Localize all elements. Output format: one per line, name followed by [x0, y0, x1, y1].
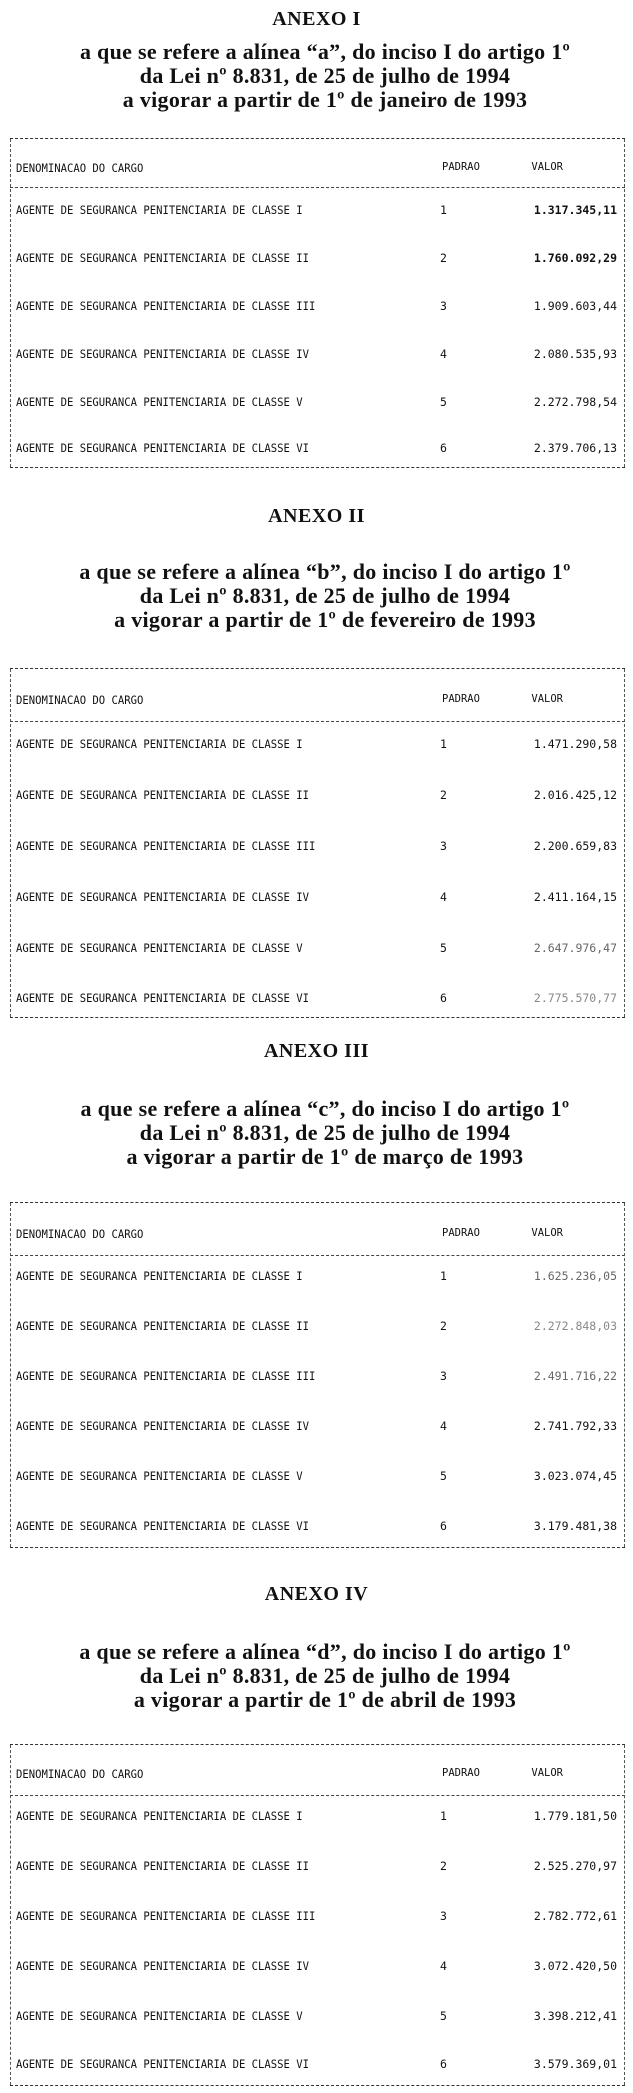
- cell-padrao: 2: [440, 1319, 447, 1333]
- cell-valor: 2.016.425,12: [533, 788, 617, 802]
- cell-valor: 1.471.290,58: [533, 737, 617, 751]
- cell-padrao: 4: [440, 347, 447, 361]
- cell-valor: 2.525.270,97: [533, 1859, 617, 1873]
- subtitle-line: da Lei nº 8.831, de 25 de julho de 1994: [139, 583, 511, 608]
- header-cargo: DENOMINACAO DO CARGO: [16, 161, 144, 175]
- table-row: [10, 2055, 625, 2075]
- cell-cargo: AGENTE DE SEGURANCA PENITENCIARIA DE CLASSE VI: [16, 441, 310, 455]
- cell-padrao: 1: [440, 1809, 447, 1823]
- table-header-row: [10, 159, 625, 179]
- salary-table: [10, 138, 625, 468]
- cell-valor: 2.272.798,54: [533, 395, 617, 409]
- cell-cargo: AGENTE DE SEGURANCA PENITENCIARIA DE CLASSE VI: [16, 1519, 310, 1533]
- salary-table: [10, 1202, 625, 1548]
- cell-cargo: AGENTE DE SEGURANCA PENITENCIARIA DE CLASSE III: [16, 1909, 316, 1923]
- table-row: [10, 1317, 625, 1337]
- cell-padrao: 6: [440, 2057, 447, 2071]
- cell-cargo: AGENTE DE SEGURANCA PENITENCIARIA DE CLASSE III: [16, 1369, 316, 1383]
- cell-valor: 2.647.976,47: [533, 941, 617, 955]
- table-row: [10, 1367, 625, 1387]
- cell-padrao: 6: [440, 991, 447, 1005]
- table-row: [10, 837, 625, 857]
- cell-padrao: 2: [440, 1859, 447, 1873]
- table-separator: [10, 1795, 625, 1796]
- cell-padrao: 5: [440, 941, 447, 955]
- cell-valor: 1.909.603,44: [533, 299, 617, 313]
- cell-padrao: 3: [440, 839, 447, 853]
- table-row: [10, 1417, 625, 1437]
- table-row: [10, 786, 625, 806]
- cell-cargo: AGENTE DE SEGURANCA PENITENCIARIA DE CLASSE IV: [16, 1419, 310, 1433]
- cell-cargo: AGENTE DE SEGURANCA PENITENCIARIA DE CLASSE IV: [16, 347, 310, 361]
- cell-padrao: 5: [440, 2009, 447, 2023]
- table-row: [10, 2007, 625, 2027]
- subtitle-line: da Lei nº 8.831, de 25 de julho de 1994: [139, 1120, 511, 1145]
- subtitle-line: a vigorar a partir de 1º de março de 1993: [126, 1144, 524, 1169]
- cell-valor: 2.379.706,13: [533, 441, 617, 455]
- table-row: [10, 1467, 625, 1487]
- cell-padrao: 1: [440, 737, 447, 751]
- cell-valor: 2.491.716,22: [533, 1369, 617, 1383]
- cell-cargo: AGENTE DE SEGURANCA PENITENCIARIA DE CLASSE VI: [16, 991, 310, 1005]
- subtitle-line: a que se refere a alínea “c”, do inciso I do artigo 1º: [80, 1096, 570, 1121]
- cell-padrao: 3: [440, 1909, 447, 1923]
- cell-cargo: AGENTE DE SEGURANCA PENITENCIARIA DE CLASSE IV: [16, 1959, 310, 1973]
- anexo-title: ANEXO IV: [264, 1583, 369, 1605]
- cell-cargo: AGENTE DE SEGURANCA PENITENCIARIA DE CLASSE II: [16, 788, 310, 802]
- subtitle-line: a vigorar a partir de 1º de janeiro de 1993: [122, 87, 528, 112]
- cell-valor: 1.760.092,29: [533, 251, 617, 265]
- cell-padrao: 1: [440, 203, 447, 217]
- table-row: [10, 939, 625, 959]
- cell-padrao: 2: [440, 788, 447, 802]
- table-separator: [10, 187, 625, 188]
- cell-padrao: 6: [440, 1519, 447, 1533]
- header-padrao: PADRAO: [442, 693, 480, 705]
- table-row: [10, 439, 625, 459]
- table-row: [10, 297, 625, 317]
- subtitle-line: a que se refere a alínea “b”, do inciso I do artigo 1º: [79, 559, 571, 584]
- subtitle-line: a vigorar a partir de 1º de fevereiro de 1993: [114, 607, 536, 632]
- table-row: [10, 888, 625, 908]
- subtitle-line: da Lei nº 8.831, de 25 de julho de 1994: [139, 1663, 511, 1688]
- cell-valor: 2.741.792,33: [533, 1419, 617, 1433]
- cell-valor: 3.023.074,45: [533, 1469, 617, 1483]
- anexo-title: ANEXO III: [263, 1040, 370, 1062]
- cell-valor: 2.272.848,03: [533, 1319, 617, 1333]
- cell-valor: 1.317.345,11: [533, 203, 617, 217]
- header-padrao: PADRAO: [442, 161, 480, 173]
- cell-cargo: AGENTE DE SEGURANCA PENITENCIARIA DE CLASSE II: [16, 1859, 310, 1873]
- table-header-row: [10, 1225, 625, 1245]
- anexo-title: ANEXO II: [268, 505, 365, 527]
- cell-valor: 2.782.772,61: [533, 1909, 617, 1923]
- table-row: [10, 1517, 625, 1537]
- table-row: [10, 1957, 625, 1977]
- table-row: [10, 1807, 625, 1827]
- subtitle-line: a que se refere a alínea “d”, do inciso I do artigo 1º: [79, 1639, 571, 1664]
- table-separator: [10, 1255, 625, 1256]
- header-valor: VALOR: [531, 1227, 563, 1239]
- cell-cargo: AGENTE DE SEGURANCA PENITENCIARIA DE CLASSE I: [16, 1269, 303, 1283]
- cell-valor: 2.411.164,15: [533, 890, 617, 904]
- header-cargo: DENOMINACAO DO CARGO: [16, 1227, 144, 1241]
- cell-valor: 2.775.570,77: [533, 991, 617, 1005]
- cell-cargo: AGENTE DE SEGURANCA PENITENCIARIA DE CLASSE I: [16, 1809, 303, 1823]
- cell-cargo: AGENTE DE SEGURANCA PENITENCIARIA DE CLASSE V: [16, 395, 303, 409]
- header-valor: VALOR: [531, 1767, 563, 1779]
- table-row: [10, 989, 625, 1009]
- salary-table: [10, 668, 625, 1018]
- cell-valor: 3.179.481,38: [533, 1519, 617, 1533]
- cell-cargo: AGENTE DE SEGURANCA PENITENCIARIA DE CLASSE V: [16, 941, 303, 955]
- header-cargo: DENOMINACAO DO CARGO: [16, 693, 144, 707]
- table-row: [10, 735, 625, 755]
- header-padrao: PADRAO: [442, 1227, 480, 1239]
- cell-cargo: AGENTE DE SEGURANCA PENITENCIARIA DE CLASSE II: [16, 251, 310, 265]
- cell-padrao: 6: [440, 441, 447, 455]
- cell-padrao: 5: [440, 395, 447, 409]
- header-cargo: DENOMINACAO DO CARGO: [16, 1767, 144, 1781]
- header-padrao: PADRAO: [442, 1767, 480, 1779]
- cell-padrao: 2: [440, 251, 447, 265]
- cell-cargo: AGENTE DE SEGURANCA PENITENCIARIA DE CLASSE II: [16, 1319, 310, 1333]
- cell-cargo: AGENTE DE SEGURANCA PENITENCIARIA DE CLASSE I: [16, 737, 303, 751]
- cell-valor: 3.072.420,50: [533, 1959, 617, 1973]
- table-row: [10, 345, 625, 365]
- cell-valor: 2.200.659,83: [533, 839, 617, 853]
- header-valor: VALOR: [531, 693, 563, 705]
- table-row: [10, 1267, 625, 1287]
- cell-valor: 2.080.535,93: [533, 347, 617, 361]
- cell-cargo: AGENTE DE SEGURANCA PENITENCIARIA DE CLASSE I: [16, 203, 303, 217]
- cell-cargo: AGENTE DE SEGURANCA PENITENCIARIA DE CLASSE VI: [16, 2057, 310, 2071]
- cell-cargo: AGENTE DE SEGURANCA PENITENCIARIA DE CLASSE IV: [16, 890, 310, 904]
- cell-cargo: AGENTE DE SEGURANCA PENITENCIARIA DE CLASSE V: [16, 2009, 303, 2023]
- anexo-subtitle: [30, 40, 620, 112]
- cell-padrao: 1: [440, 1269, 447, 1283]
- cell-valor: 1.625.236,05: [533, 1269, 617, 1283]
- cell-padrao: 4: [440, 1419, 447, 1433]
- table-header-row: [10, 691, 625, 711]
- cell-padrao: 5: [440, 1469, 447, 1483]
- table-header-row: [10, 1765, 625, 1785]
- cell-valor: 1.779.181,50: [533, 1809, 617, 1823]
- table-row: [10, 201, 625, 221]
- cell-cargo: AGENTE DE SEGURANCA PENITENCIARIA DE CLASSE III: [16, 299, 316, 313]
- cell-padrao: 4: [440, 890, 447, 904]
- subtitle-line: a que se refere a alínea “a”, do inciso I do artigo 1º: [79, 39, 571, 64]
- table-row: [10, 249, 625, 269]
- anexo-subtitle: [30, 560, 620, 632]
- salary-table: [10, 1744, 625, 2086]
- cell-padrao: 3: [440, 1369, 447, 1383]
- anexo-subtitle: [30, 1097, 620, 1169]
- header-valor: VALOR: [531, 161, 563, 173]
- table-separator: [10, 721, 625, 722]
- cell-valor: 3.398.212,41: [533, 2009, 617, 2023]
- subtitle-line: a vigorar a partir de 1º de abril de 1993: [133, 1687, 517, 1712]
- cell-padrao: 4: [440, 1959, 447, 1973]
- cell-padrao: 3: [440, 299, 447, 313]
- cell-valor: 3.579.369,01: [533, 2057, 617, 2071]
- cell-cargo: AGENTE DE SEGURANCA PENITENCIARIA DE CLASSE V: [16, 1469, 303, 1483]
- anexo-title: ANEXO I: [272, 8, 361, 30]
- table-row: [10, 393, 625, 413]
- anexo-subtitle: [30, 1640, 620, 1712]
- cell-cargo: AGENTE DE SEGURANCA PENITENCIARIA DE CLASSE III: [16, 839, 316, 853]
- table-row: [10, 1857, 625, 1877]
- subtitle-line: da Lei nº 8.831, de 25 de julho de 1994: [139, 63, 511, 88]
- table-row: [10, 1907, 625, 1927]
